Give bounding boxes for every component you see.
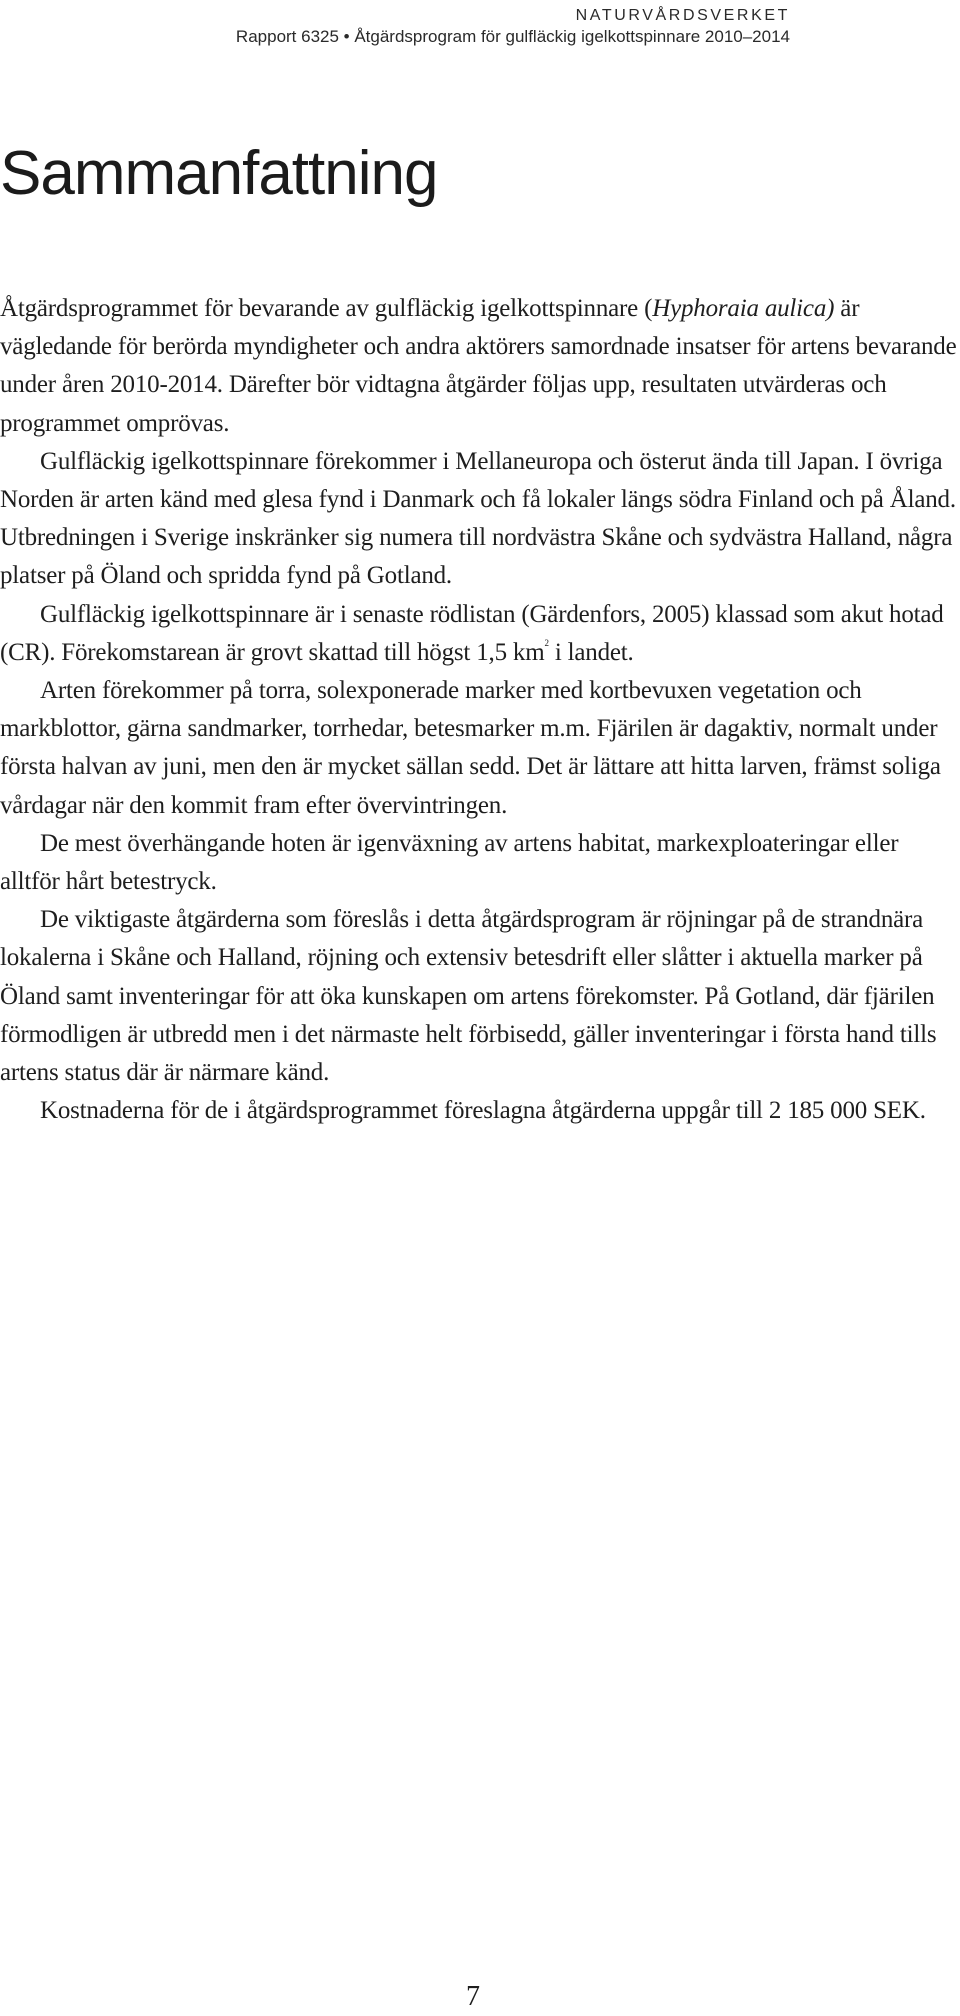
page-number: 7 bbox=[466, 1981, 480, 2012]
publisher-name: NATURVÅRDSVERKET bbox=[575, 7, 790, 24]
paragraph-redlist bbox=[0, 596, 960, 672]
species-name: Hyphoraia aulica) bbox=[652, 295, 835, 322]
paragraph-intro-start: Åtgärdsprogrammet för bevarande av gulfläckig igelkottspinnare ( bbox=[0, 295, 653, 322]
paragraph-costs: Kostnaderna för de i åtgärdsprogrammet föreslagna åtgärderna uppgår till 2 185 000 SEK. bbox=[40, 1097, 926, 1125]
report-title-line: Rapport 6325 • Åtgärdsprogram för gulfläckig igelkottspinnare 2010–2014 bbox=[235, 27, 790, 46]
paragraph-intro-end: är vägledande för berörda myndigheter och andra aktörers samordnade insatser för artens bevarande under åren 2010-2014. Därefter bör vidtagna åtgärder följas upp, resultaten utvärderas och programmet omprövas. bbox=[0, 295, 957, 437]
area-unit-superscript: 2 bbox=[544, 637, 549, 648]
paragraph-intro bbox=[0, 290, 960, 443]
summary-body bbox=[0, 290, 960, 1130]
page-title: Sammanfattning bbox=[0, 139, 438, 208]
paragraph-habitat: Arten förekommer på torra, solexponerade marker med kortbevuxen vegetation och markblottor, gärna sandmarker, torrhedar, betesmarker m.m. Fjärilen är dagaktiv, normalt under första halvan av juni, men den är mycket sällan sedd. Det är lättare att hitta larven, främst soliga vårdagar när den kommit fram efter övervintringen. bbox=[0, 677, 941, 819]
paragraph-threats: De mest överhängande hoten är igenväxning av artens habitat, markexploateringar eller alltför hårt betestryck. bbox=[0, 829, 899, 896]
running-header bbox=[236, 6, 790, 48]
paragraph-redlist-text: Gulfläckig igelkottspinnare är i senaste rödlistan (Gärdenfors, 2005) klassad som akut hotad (CR). Förekomstarean är grovt skattad till högst 1,5 km bbox=[0, 600, 944, 666]
paragraph-redlist-end: i landet. bbox=[548, 638, 634, 666]
paragraph-measures: De viktigaste åtgärderna som föreslås i detta åtgärdsprogram är röjningar på de strandnära lokalerna i Skåne och Halland, röjning och extensiv betesdrift eller slåtter i aktuella marker på Öland samt inventeringar för att öka kunskapen om artens förekomster. På Gotland, där fjärilen förmodligen är utbredd men i det närmaste helt förbisedd, gäller inventeringar i första hand tills artens status där är närmare känd. bbox=[0, 906, 937, 1087]
paragraph-distribution: Gulfläckig igelkottspinnare förekommer i Mellaneuropa och österut ända till Japan. I övriga Norden är arten känd med glesa fynd i Danmark och få lokaler längs södra Finland och på Åland. Utbredningen i Sverige inskränker sig numera till nordvästra Skåne och sydvästra Halland, några platser på Öland och spridda fynd på Gotland. bbox=[0, 447, 956, 590]
